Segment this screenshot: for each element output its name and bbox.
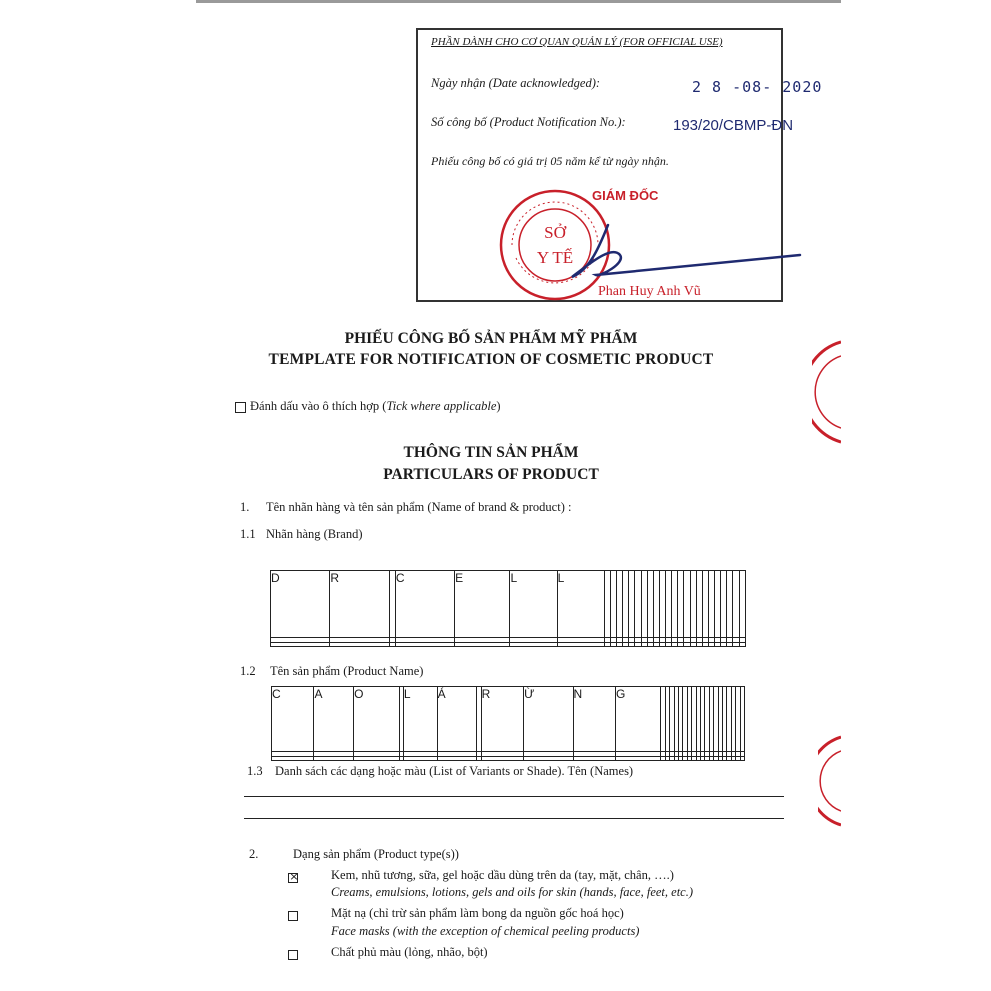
grid-cell[interactable]: N <box>573 687 615 752</box>
grid-cell[interactable]: A <box>314 687 354 752</box>
notification-number-value: 193/20/CBMP-ĐN <box>673 117 794 134</box>
grid-cell[interactable] <box>740 756 745 760</box>
form-title-en: TEMPLATE FOR NOTIFICATION OF COSMETIC PRODUCT <box>268 351 714 368</box>
date-acknowledged-value: 2 8 -08- 2020 <box>692 78 823 96</box>
validity-note: Phiếu công bố có giá trị 05 năm kể từ ngày nhận. <box>431 154 669 168</box>
grid-cell[interactable] <box>395 642 454 646</box>
grid-cell[interactable]: L <box>403 687 437 752</box>
notification-number-label: Số công bố (Product Notification No.): <box>431 115 626 129</box>
grid-cell[interactable] <box>272 756 314 760</box>
grid-cell[interactable] <box>271 642 330 646</box>
grid-cell[interactable]: G <box>616 687 661 752</box>
grid-cell[interactable]: E <box>455 571 510 638</box>
grid-cell[interactable] <box>739 642 745 646</box>
grid-cell[interactable]: R <box>330 571 389 638</box>
item-1-number: 1. <box>240 500 250 514</box>
grid-cell[interactable] <box>481 756 523 760</box>
item-1-3-number: 1.3 <box>247 764 263 778</box>
tick-note-checkbox-icon <box>235 402 246 413</box>
tick-note: Đánh dấu vào ô thích hợp (Tick where applicable) <box>235 399 501 414</box>
product-type-vi: Mặt nạ (chỉ trừ sản phẩm làm bong da nguồn gốc hoá học) <box>331 906 624 920</box>
grid-cell[interactable]: D <box>271 571 330 638</box>
signer-name: Phan Huy Anh Vũ <box>598 284 701 299</box>
grid-cell[interactable] <box>330 642 389 646</box>
edge-seal-lower-icon <box>818 735 841 827</box>
variants-line-2[interactable] <box>244 818 784 819</box>
date-acknowledged-label: Ngày nhận (Date acknowledged): <box>431 76 601 90</box>
grid-cell[interactable]: O <box>354 687 399 752</box>
item-2-number: 2. <box>249 847 259 861</box>
product-type-checkbox[interactable] <box>288 911 298 921</box>
grid-cell[interactable] <box>314 756 354 760</box>
signature-icon <box>560 215 805 290</box>
grid-cell[interactable]: C <box>395 571 454 638</box>
product-type-vi: Chất phủ màu (lỏng, nhão, bột) <box>331 945 488 959</box>
grid-cell[interactable] <box>739 571 745 638</box>
item-1-1-label: Nhãn hàng (Brand) <box>266 527 363 541</box>
director-title: GIÁM ĐỐC <box>592 188 659 203</box>
item-1-2-number: 1.2 <box>240 664 256 678</box>
grid-cell[interactable] <box>740 687 745 752</box>
product-type-checkbox[interactable] <box>288 950 298 960</box>
product-name-grid[interactable] <box>271 686 745 761</box>
grid-cell[interactable] <box>437 756 477 760</box>
seal-text-top: SỞ <box>544 223 566 242</box>
item-1-label: Tên nhãn hàng và tên sản phẩm (Name of brand & product) : <box>266 500 572 514</box>
grid-cell[interactable] <box>354 756 399 760</box>
item-1-2-label: Tên sản phẩm (Product Name) <box>270 664 424 678</box>
product-type-checkbox[interactable] <box>288 873 298 883</box>
item-1-1-number: 1.1 <box>240 527 256 541</box>
grid-cell[interactable]: L <box>557 571 604 638</box>
grid-cell[interactable] <box>616 756 661 760</box>
grid-cell[interactable] <box>455 642 510 646</box>
form-title-vi: PHIẾU CÔNG BỐ SẢN PHẨM MỸ PHẨM <box>344 330 638 347</box>
seal-text-bottom: Y TẾ <box>536 248 574 267</box>
grid-cell[interactable]: Ừ <box>524 687 573 752</box>
variants-line-1[interactable] <box>244 796 784 797</box>
grid-cell[interactable]: L <box>510 571 557 638</box>
edge-seal-icon <box>812 338 841 446</box>
grid-cell[interactable] <box>573 756 615 760</box>
section-title-en: PARTICULARS OF PRODUCT <box>383 466 599 483</box>
brand-grid[interactable] <box>270 570 746 647</box>
page-top-edge <box>196 0 841 3</box>
grid-cell[interactable]: C <box>272 687 314 752</box>
grid-cell[interactable] <box>510 642 557 646</box>
product-type-en: Face masks (with the exception of chemical peeling products) <box>331 924 640 938</box>
product-type-vi: Kem, nhũ tương, sữa, gel hoặc dầu dùng trên da (tay, mặt, chân, ….) <box>331 868 674 882</box>
grid-cell[interactable] <box>403 756 437 760</box>
grid-cell[interactable]: R <box>481 687 523 752</box>
section-title-vi: THÔNG TIN SẢN PHẨM <box>403 444 579 461</box>
grid-cell[interactable] <box>557 642 604 646</box>
item-2-label: Dạng sản phẩm (Product type(s)) <box>293 847 459 861</box>
grid-cell[interactable]: Á <box>437 687 477 752</box>
grid-cell[interactable] <box>524 756 573 760</box>
item-1-3-label: Danh sách các dạng hoặc màu (List of Variants or Shade). Tên (Names) <box>275 764 634 778</box>
official-use-header: PHẦN DÀNH CHO CƠ QUAN QUẢN LÝ (FOR OFFICIAL USE) <box>431 36 723 48</box>
product-type-en: Creams, emulsions, lotions, gels and oils for skin (hands, face, feet, etc.) <box>331 885 693 899</box>
